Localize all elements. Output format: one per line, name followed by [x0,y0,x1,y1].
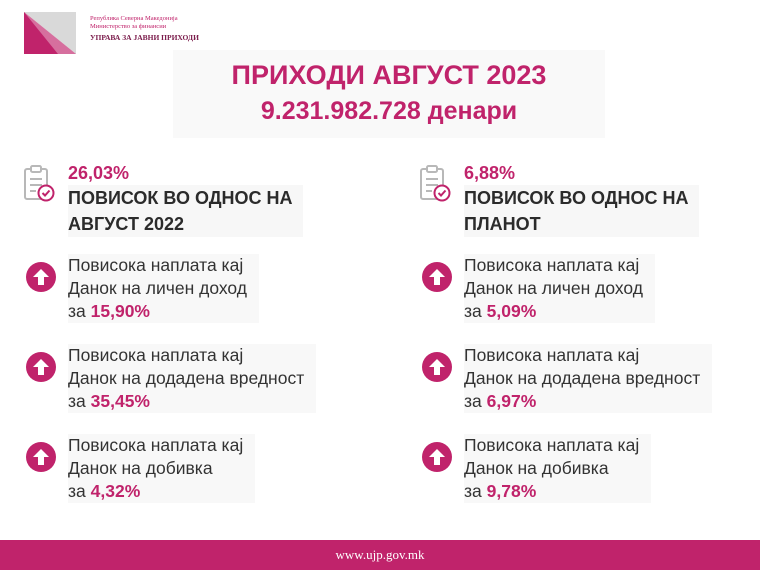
item-text: Повисока наплата кај Данок на додадена вредност за 6,97% [464,344,712,413]
arrow-up-icon [422,442,452,472]
arrow-up-icon [26,262,56,292]
item-text: Повисока наплата кај Данок на личен доход за 15,90% [68,254,259,323]
comparison-right [464,185,699,237]
headline-amount: 9.231.982.728 денари [260,97,518,125]
item-value: 6,97% [486,391,537,411]
clipboard-check-icon [418,164,452,204]
item-text: Повисока наплата кај Данок на додадена вредност за 35,45% [68,344,316,413]
item-value: 4,32% [90,481,141,501]
percent-right: 6,88% [464,163,516,183]
clipboard-check-icon [22,164,56,204]
percent-left: 26,03% [68,163,130,183]
arrow-up-icon [26,442,56,472]
comparison-left-line1: ПОВИСОК ВО ОДНОС НА [68,188,293,208]
org-line-3: УПРАВА ЗА ЈАВНИ ПРИХОДИ [90,33,199,42]
arrow-up-icon [422,352,452,382]
item-value: 35,45% [90,391,150,411]
footer-bar [0,540,760,570]
arrow-up-icon [26,352,56,382]
item-text: Повисока наплата кај Данок на добивка за 4,32% [68,434,255,503]
headline-title: ПРИХОДИ АВГУСТ 2023 [231,60,547,90]
item-text: Повисока наплата кај Данок на личен доход за 5,09% [464,254,655,323]
item-value: 15,90% [90,301,150,321]
org-line-2: Министерство за финансии [90,23,167,30]
comparison-left-line2: АВГУСТ 2022 [68,214,184,234]
arrow-up-icon [422,262,452,292]
item-vat [22,344,362,416]
footer-url[interactable]: www.ujp.gov.mk [335,547,425,562]
org-name [90,15,199,43]
item-personal-income-tax [418,254,758,326]
item-personal-income-tax [22,254,362,326]
item-value: 9,78% [486,481,537,501]
item-text: Повисока наплата кај Данок на добивка за 9,78% [464,434,651,503]
item-value: 5,09% [486,301,537,321]
comparison-left [68,185,303,237]
item-vat [418,344,758,416]
item-profit-tax [22,434,362,506]
org-line-1: Република Северна Македонија [90,15,178,22]
ujp-logo [24,12,76,54]
comparison-right-line1: ПОВИСОК ВО ОДНОС НА [464,188,689,208]
headline-box [173,50,605,138]
comparison-right-line2: ПЛАНОТ [464,214,541,234]
item-profit-tax [418,434,758,506]
